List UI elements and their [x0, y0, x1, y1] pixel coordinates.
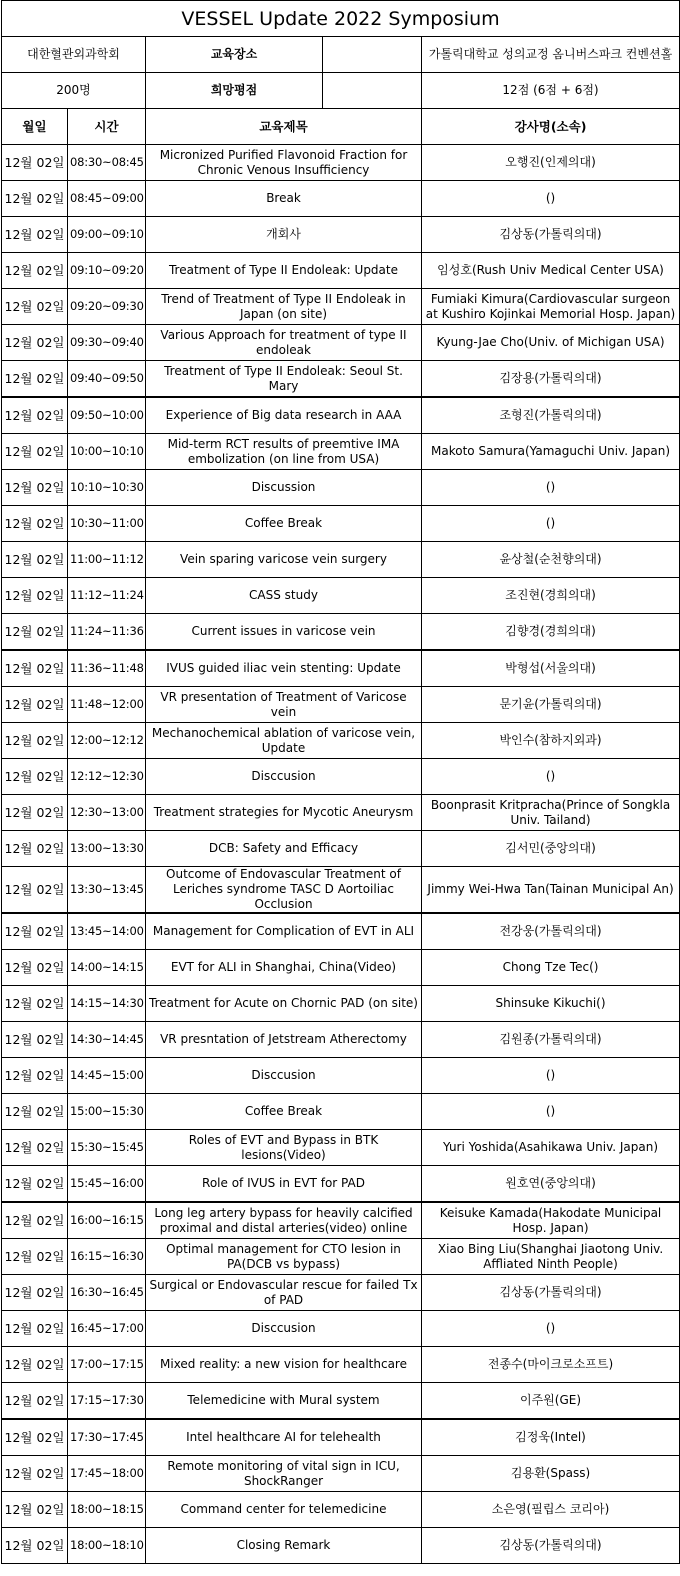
session-subject: Roles of EVT and Bypass in BTK lesions(Video)	[146, 1130, 422, 1166]
table-row	[2, 253, 680, 289]
table-row	[2, 217, 680, 253]
session-subject: Treatment strategies for Mycotic Aneurysm	[146, 795, 422, 831]
table-row	[2, 506, 680, 542]
table-row	[2, 181, 680, 217]
venue-label	[146, 37, 422, 73]
table-row	[2, 1347, 680, 1383]
session-date: 12월 02일	[2, 470, 68, 506]
session-lecturer: ()	[422, 470, 680, 506]
session-subject: Trend of Treatment of Type II Endoleak in Japan (on site)	[146, 289, 422, 325]
header-lecturer: 강사명(소속)	[422, 109, 680, 145]
table-row	[2, 1311, 680, 1347]
table-row	[2, 1202, 680, 1239]
table-row	[2, 1383, 680, 1420]
session-lecturer: Yuri Yoshida(Asahikawa Univ. Japan)	[422, 1130, 680, 1166]
session-lecturer: ()	[422, 1311, 680, 1347]
session-time: 15:30~15:45	[68, 1130, 146, 1166]
session-time: 12:00~12:12	[68, 723, 146, 759]
score-label-text: 희망평점	[146, 73, 323, 108]
session-lecturer: Fumiaki Kimura(Cardiovascular surgeon at Kushiro Kojinkai Memorial Hosp. Japan)	[422, 289, 680, 325]
session-lecturer: 김용환(Spass)	[422, 1456, 680, 1492]
session-date: 12월 02일	[2, 145, 68, 181]
session-time: 14:15~14:30	[68, 986, 146, 1022]
session-lecturer: Shinsuke Kikuchi()	[422, 986, 680, 1022]
session-subject: Mid-term RCT results of preemtive IMA embolization (on line from USA)	[146, 434, 422, 470]
session-date: 12월 02일	[2, 950, 68, 986]
session-subject: Disccusion	[146, 1058, 422, 1094]
session-time: 13:45~14:00	[68, 913, 146, 950]
session-time: 14:45~15:00	[68, 1058, 146, 1094]
session-lecturer: 김정욱(Intel)	[422, 1419, 680, 1456]
venue-value: 가톨릭대학교 성의교정 옴니버스파크 컨벤션홀	[422, 37, 680, 73]
session-time: 08:30~08:45	[68, 145, 146, 181]
table-row	[2, 831, 680, 867]
session-date: 12월 02일	[2, 434, 68, 470]
session-subject: Telemedicine with Mural system	[146, 1383, 422, 1420]
session-subject: Discussion	[146, 470, 422, 506]
session-time: 09:10~09:20	[68, 253, 146, 289]
title-row	[2, 1, 680, 37]
session-subject: DCB: Safety and Efficacy	[146, 831, 422, 867]
session-subject: Treatment for Acute on Chornic PAD (on site)	[146, 986, 422, 1022]
session-lecturer: 오행진(인제의대)	[422, 145, 680, 181]
session-lecturer: 조진현(경희의대)	[422, 578, 680, 614]
session-date: 12월 02일	[2, 831, 68, 867]
session-date: 12월 02일	[2, 1022, 68, 1058]
session-subject: Vein sparing varicose vein surgery	[146, 542, 422, 578]
session-subject: Outcome of Endovascular Treatment of Leriches syndrome TASC D Aortoiliac Occlusion	[146, 867, 422, 914]
session-date: 12월 02일	[2, 542, 68, 578]
info-row-score	[2, 73, 680, 109]
table-row	[2, 1166, 680, 1203]
session-time: 15:00~15:30	[68, 1094, 146, 1130]
session-date: 12월 02일	[2, 289, 68, 325]
session-time: 10:30~11:00	[68, 506, 146, 542]
session-lecturer: 조형진(가톨릭의대)	[422, 397, 680, 434]
session-date: 12월 02일	[2, 1275, 68, 1311]
session-subject: Various Approach for treatment of type II endoleak	[146, 325, 422, 361]
session-time: 15:45~16:00	[68, 1166, 146, 1203]
session-time: 17:45~18:00	[68, 1456, 146, 1492]
table-row	[2, 578, 680, 614]
organization-name: 대한혈관외과학회	[2, 37, 146, 73]
session-time: 16:15~16:30	[68, 1239, 146, 1275]
table-row	[2, 145, 680, 181]
header-subject: 교육제목	[146, 109, 422, 145]
score-value: 12점 (6점 + 6점)	[422, 73, 680, 109]
session-subject: Disccusion	[146, 1311, 422, 1347]
session-subject: Command center for telemedicine	[146, 1492, 422, 1528]
session-date: 12월 02일	[2, 650, 68, 687]
session-subject: CASS study	[146, 578, 422, 614]
venue-label-text: 교육장소	[146, 37, 323, 72]
session-date: 12월 02일	[2, 217, 68, 253]
session-time: 09:20~09:30	[68, 289, 146, 325]
session-date: 12월 02일	[2, 1311, 68, 1347]
header-date: 월일	[2, 109, 68, 145]
session-time: 16:45~17:00	[68, 1311, 146, 1347]
session-time: 10:10~10:30	[68, 470, 146, 506]
session-date: 12월 02일	[2, 1058, 68, 1094]
session-lecturer: 김장용(가톨릭의대)	[422, 361, 680, 398]
page-title: VESSEL Update 2022 Symposium	[2, 1, 680, 37]
session-date: 12월 02일	[2, 1094, 68, 1130]
session-date: 12월 02일	[2, 1419, 68, 1456]
schedule-table	[1, 0, 680, 1564]
session-subject: Optimal management for CTO lesion in PA(DCB vs bypass)	[146, 1239, 422, 1275]
table-row	[2, 867, 680, 914]
table-row	[2, 289, 680, 325]
session-subject: EVT for ALI in Shanghai, China(Video)	[146, 950, 422, 986]
session-lecturer: ()	[422, 1094, 680, 1130]
table-row	[2, 1456, 680, 1492]
session-time: 14:30~14:45	[68, 1022, 146, 1058]
session-lecturer: 김원종(가톨릭의대)	[422, 1022, 680, 1058]
table-row	[2, 434, 680, 470]
session-lecturer: 김상동(가톨릭의대)	[422, 1275, 680, 1311]
session-time: 17:00~17:15	[68, 1347, 146, 1383]
session-date: 12월 02일	[2, 614, 68, 651]
table-row	[2, 1492, 680, 1528]
table-row	[2, 1419, 680, 1456]
session-date: 12월 02일	[2, 253, 68, 289]
session-subject: Mixed reality: a new vision for healthcare	[146, 1347, 422, 1383]
session-subject: Micronized Purified Flavonoid Fraction for Chronic Venous Insufficiency	[146, 145, 422, 181]
session-lecturer: 원호연(중앙의대)	[422, 1166, 680, 1203]
table-row	[2, 913, 680, 950]
session-time: 17:15~17:30	[68, 1383, 146, 1420]
score-label	[146, 73, 422, 109]
schedule-table-body	[2, 1, 680, 1564]
session-lecturer: 김상동(가톨릭의대)	[422, 1528, 680, 1564]
table-row	[2, 759, 680, 795]
session-date: 12월 02일	[2, 913, 68, 950]
session-lecturer: 이주원(GE)	[422, 1383, 680, 1420]
session-lecturer: 박인수(참하지외과)	[422, 723, 680, 759]
session-subject: Treatment of Type II Endoleak: Seoul St. Mary	[146, 361, 422, 398]
session-subject: Treatment of Type II Endoleak: Update	[146, 253, 422, 289]
session-date: 12월 02일	[2, 687, 68, 723]
session-time: 09:50~10:00	[68, 397, 146, 434]
session-lecturer: 김향경(경희의대)	[422, 614, 680, 651]
session-date: 12월 02일	[2, 1456, 68, 1492]
session-date: 12월 02일	[2, 795, 68, 831]
table-row	[2, 1528, 680, 1564]
session-time: 08:45~09:00	[68, 181, 146, 217]
session-date: 12월 02일	[2, 759, 68, 795]
session-time: 11:48~12:00	[68, 687, 146, 723]
table-row	[2, 542, 680, 578]
session-lecturer: 김상동(가톨릭의대)	[422, 217, 680, 253]
session-time: 13:00~13:30	[68, 831, 146, 867]
session-time: 09:30~09:40	[68, 325, 146, 361]
session-lecturer: Kyung-Jae Cho(Univ. of Michigan USA)	[422, 325, 680, 361]
table-row	[2, 650, 680, 687]
session-subject: Experience of Big data research in AAA	[146, 397, 422, 434]
table-row	[2, 1094, 680, 1130]
session-subject: Management for Complication of EVT in ALI	[146, 913, 422, 950]
session-time: 09:40~09:50	[68, 361, 146, 398]
table-row	[2, 986, 680, 1022]
session-subject: Intel healthcare AI for telehealth	[146, 1419, 422, 1456]
table-row	[2, 1275, 680, 1311]
session-time: 16:00~16:15	[68, 1202, 146, 1239]
session-lecturer: Xiao Bing Liu(Shanghai Jiaotong Univ. Affliated Ninth People)	[422, 1239, 680, 1275]
session-time: 09:00~09:10	[68, 217, 146, 253]
table-row	[2, 614, 680, 651]
session-subject: Remote monitoring of vital sign in ICU, ShockRanger	[146, 1456, 422, 1492]
info-row-venue	[2, 37, 680, 73]
table-row	[2, 397, 680, 434]
table-row	[2, 723, 680, 759]
session-subject: Mechanochemical ablation of varicose vein, Update	[146, 723, 422, 759]
header-time: 시간	[68, 109, 146, 145]
session-subject: VR presntation of Jetstream Atherectomy	[146, 1022, 422, 1058]
session-time: 12:12~12:30	[68, 759, 146, 795]
session-lecturer: ()	[422, 1058, 680, 1094]
session-date: 12월 02일	[2, 986, 68, 1022]
session-subject: Role of IVUS in EVT for PAD	[146, 1166, 422, 1203]
session-date: 12월 02일	[2, 1202, 68, 1239]
session-time: 11:00~11:12	[68, 542, 146, 578]
session-lecturer: Chong Tze Tec()	[422, 950, 680, 986]
session-date: 12월 02일	[2, 506, 68, 542]
session-lecturer: Makoto Samura(Yamaguchi Univ. Japan)	[422, 434, 680, 470]
table-row	[2, 1058, 680, 1094]
session-date: 12월 02일	[2, 181, 68, 217]
header-row	[2, 109, 680, 145]
session-time: 18:00~18:10	[68, 1528, 146, 1564]
session-time: 14:00~14:15	[68, 950, 146, 986]
table-row	[2, 325, 680, 361]
session-time: 13:30~13:45	[68, 867, 146, 914]
table-row	[2, 1239, 680, 1275]
session-date: 12월 02일	[2, 361, 68, 398]
session-time: 10:00~10:10	[68, 434, 146, 470]
session-date: 12월 02일	[2, 397, 68, 434]
session-subject: Coffee Break	[146, 1094, 422, 1130]
session-time: 11:36~11:48	[68, 650, 146, 687]
session-lecturer: 임성호(Rush Univ Medical Center USA)	[422, 253, 680, 289]
session-subject: Surgical or Endovascular rescue for failed Tx of PAD	[146, 1275, 422, 1311]
session-time: 17:30~17:45	[68, 1419, 146, 1456]
table-row	[2, 470, 680, 506]
session-date: 12월 02일	[2, 1383, 68, 1420]
session-subject: IVUS guided iliac vein stenting: Update	[146, 650, 422, 687]
session-lecturer: Boonprasit Kritpracha(Prince of Songkla Univ. Tailand)	[422, 795, 680, 831]
session-lecturer: ()	[422, 181, 680, 217]
table-row	[2, 795, 680, 831]
session-date: 12월 02일	[2, 578, 68, 614]
session-date: 12월 02일	[2, 325, 68, 361]
session-lecturer: 소은영(필립스 코리아)	[422, 1492, 680, 1528]
session-subject: Break	[146, 181, 422, 217]
session-subject: Closing Remark	[146, 1528, 422, 1564]
session-date: 12월 02일	[2, 723, 68, 759]
session-lecturer: 문기윤(가톨릭의대)	[422, 687, 680, 723]
session-lecturer: 전강웅(가톨릭의대)	[422, 913, 680, 950]
session-lecturer: 전종수(마이크로소프트)	[422, 1347, 680, 1383]
session-time: 16:30~16:45	[68, 1275, 146, 1311]
session-date: 12월 02일	[2, 1528, 68, 1564]
session-lecturer: Jimmy Wei-Hwa Tan(Tainan Municipal An)	[422, 867, 680, 914]
table-row	[2, 950, 680, 986]
table-row	[2, 1130, 680, 1166]
session-lecturer: 윤상철(순천향의대)	[422, 542, 680, 578]
table-row	[2, 361, 680, 398]
session-subject: VR presentation of Treatment of Varicose vein	[146, 687, 422, 723]
table-row	[2, 1022, 680, 1058]
session-subject: Coffee Break	[146, 506, 422, 542]
session-time: 12:30~13:00	[68, 795, 146, 831]
session-date: 12월 02일	[2, 1347, 68, 1383]
session-time: 11:24~11:36	[68, 614, 146, 651]
session-date: 12월 02일	[2, 1130, 68, 1166]
table-row	[2, 687, 680, 723]
session-date: 12월 02일	[2, 1239, 68, 1275]
session-lecturer: ()	[422, 759, 680, 795]
session-subject: Disccusion	[146, 759, 422, 795]
capacity-value: 200명	[2, 73, 146, 109]
session-date: 12월 02일	[2, 1492, 68, 1528]
session-subject: Current issues in varicose vein	[146, 614, 422, 651]
session-subject: Long leg artery bypass for heavily calcified proximal and distal arteries(video) online	[146, 1202, 422, 1239]
session-lecturer: ()	[422, 506, 680, 542]
session-lecturer: 김서민(중앙의대)	[422, 831, 680, 867]
session-time: 18:00~18:15	[68, 1492, 146, 1528]
session-time: 11:12~11:24	[68, 578, 146, 614]
session-subject: 개회사	[146, 217, 422, 253]
session-date: 12월 02일	[2, 867, 68, 914]
session-lecturer: Keisuke Kamada(Hakodate Municipal Hosp. Japan)	[422, 1202, 680, 1239]
session-lecturer: 박형섭(서울의대)	[422, 650, 680, 687]
session-date: 12월 02일	[2, 1166, 68, 1203]
